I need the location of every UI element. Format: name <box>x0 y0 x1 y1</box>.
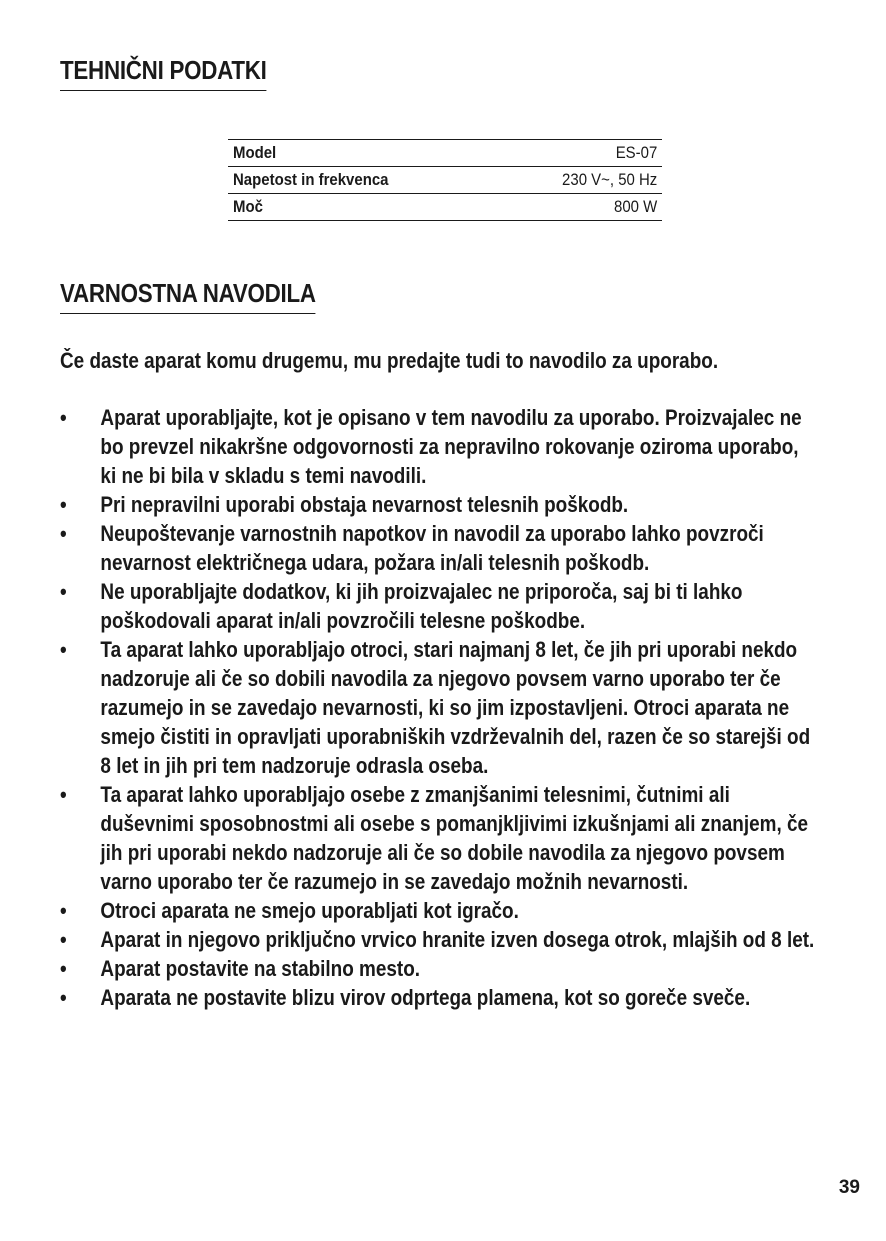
bullet-icon: • <box>60 782 67 807</box>
list-item-text: Ta aparat lahko uporabljajo osebe z zmanjšanimi telesnimi, čutnimi ali duševnimi sposobnostmi ali osebe s pomanjkljivimi izkušnjami ali znanjem, če jih pri uporabi nekdo nadzoruje ali če so dobile navodila za njegovo povsem varno uporabo ter če razumejo in se zavedajo možnih nevarnosti. <box>100 782 809 894</box>
bullet-icon: • <box>60 492 67 517</box>
list-item-text: Neupoštevanje varnostnih napotkov in navodil za uporabo lahko povzroči nevarnost električnega udara, požara in/ali telesnih poškodb. <box>100 521 764 575</box>
bullet-icon: • <box>60 956 67 981</box>
list-item <box>60 490 817 519</box>
spec-value: 800 W <box>494 194 662 221</box>
list-item-text: Ta aparat lahko uporabljajo otroci, stari najmanj 8 let, če jih pri uporabi nekdo nadzoruje ali če so dobili navodila za njegovo povsem varno uporabo ter če razumejo in se zavedajo nevarnosti, ki so jim izpostavljeni. Otroci aparata ne smejo čistiti in opravljati uporabniških vzdrževalnih del, razen če so starejši od 8 let in jih pri tem nadzoruje odrasla oseba. <box>100 637 811 778</box>
list-item-text: Aparat postavite na stabilno mesto. <box>100 956 421 981</box>
table-row <box>228 194 662 221</box>
table-row <box>228 140 662 167</box>
list-item <box>60 780 817 896</box>
spec-value: 230 V~, 50 Hz <box>494 167 662 194</box>
spec-label: Napetost in frekvenca <box>228 167 494 194</box>
spec-label: Model <box>228 140 494 167</box>
technical-data-heading: TEHNIČNI PODATKI <box>60 55 267 91</box>
bullet-icon: • <box>60 985 67 1010</box>
list-item-text: Aparat in njegovo priključno vrvico hranite izven dosega otrok, mlajših od 8 let. <box>100 927 815 952</box>
safety-list <box>60 403 817 1012</box>
list-item <box>60 519 817 577</box>
list-item <box>60 635 817 780</box>
list-item <box>60 403 817 490</box>
bullet-icon: • <box>60 927 67 952</box>
specifications-table <box>228 139 662 221</box>
table-row <box>228 167 662 194</box>
safety-intro-text: Če daste aparat komu drugemu, mu predajte tudi to navodilo za uporabo. <box>60 348 719 373</box>
spec-label: Moč <box>228 194 494 221</box>
list-item-text: Aparata ne postavite blizu virov odprtega plamena, kot so goreče sveče. <box>100 985 751 1010</box>
safety-instructions-heading: VARNOSTNA NAVODILA <box>60 278 316 314</box>
list-item <box>60 896 817 925</box>
page-number: 39 <box>838 1177 860 1198</box>
list-item <box>60 983 817 1012</box>
list-item <box>60 925 817 954</box>
spec-value: ES-07 <box>494 140 662 167</box>
bullet-icon: • <box>60 898 67 923</box>
list-item-text: Otroci aparata ne smejo uporabljati kot igračo. <box>100 898 519 923</box>
bullet-icon: • <box>60 637 67 662</box>
bullet-icon: • <box>60 579 67 604</box>
bullet-icon: • <box>60 521 67 546</box>
list-item-text: Ne uporabljajte dodatkov, ki jih proizvajalec ne priporoča, saj bi ti lahko poškodovali aparat in/ali povzročili telesne poškodbe. <box>100 579 743 633</box>
list-item <box>60 954 817 983</box>
list-item-text: Aparat uporabljajte, kot je opisano v tem navodilu za uporabo. Proizvajalec ne bo prevzel nikakršne odgovornosti za nepravilno rokovanje oziroma uporabo, ki ne bi bila v skladu s temi navodili. <box>100 405 802 488</box>
list-item <box>60 577 817 635</box>
list-item-text: Pri nepravilni uporabi obstaja nevarnost telesnih poškodb. <box>100 492 629 517</box>
bullet-icon: • <box>60 405 67 430</box>
